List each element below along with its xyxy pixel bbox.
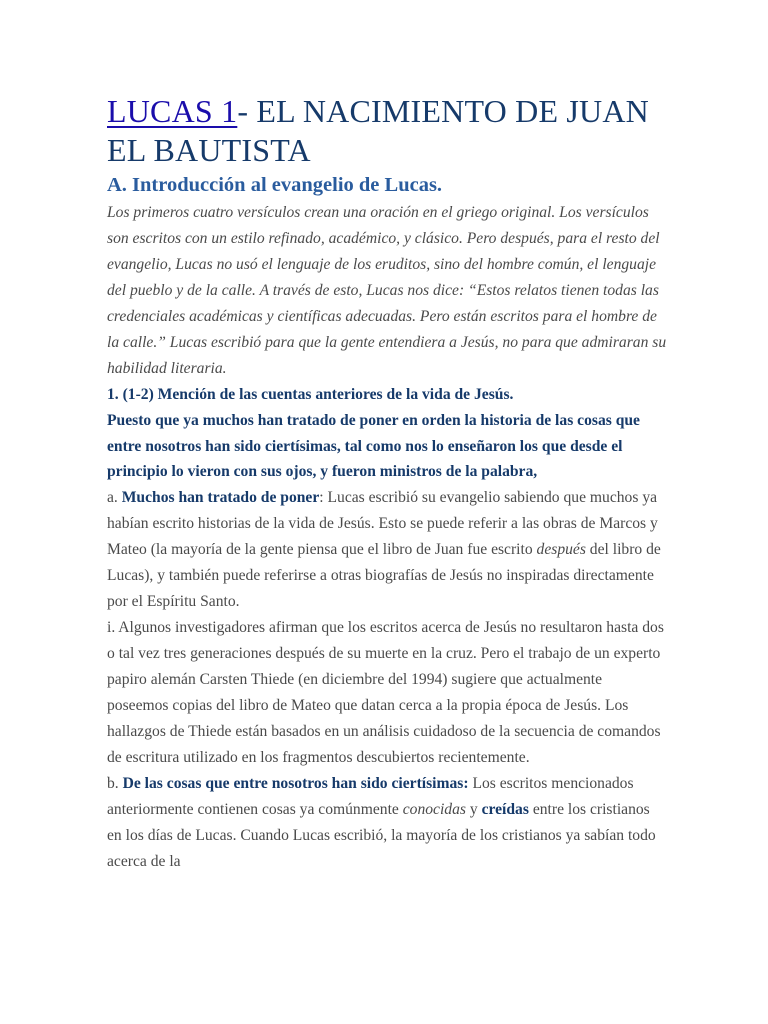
point-b-text-2: y — [465, 800, 482, 818]
section-subtitle: A. Introducción al evangelio de Lucas. — [107, 174, 443, 196]
point-b-emphasis: conocidas — [402, 800, 466, 818]
point-b-prefix: b. — [107, 774, 123, 792]
scripture-verse: Puesto que ya muchos han tratado de poner en orden la historia de las cosas que entre nosotros han sido ciertísimas, tal como nos lo enseñaron los que desde el principio lo vieron con sus ojos, y fueron ministros de la palabra, — [107, 412, 640, 480]
point-a-text-1: : Lucas escribió su evangelio sabiendo que muchos ya habían escrito historias de la vida de Jesús. Esto se puede referir a las obras de Marcos y Mateo (la mayoría de la gente piensa que el libro de Juan fue escrito — [107, 488, 658, 558]
point-b-paragraph — [107, 771, 667, 875]
point-b-highlight-2: creídas — [481, 800, 529, 818]
point-b-highlight: De las cosas que entre nosotros han sido ciertísimas: — [122, 774, 469, 792]
chapter-link[interactable]: LUCAS 1 — [107, 93, 238, 129]
document-page — [107, 92, 667, 875]
title-text: - EL NACIMIENTO DE JUAN EL BAUTISTA — [107, 93, 649, 168]
page-title — [107, 92, 667, 170]
section-heading: 1. (1-2) Mención de las cuentas anteriores de la vida de Jesús. — [107, 386, 514, 403]
point-i-paragraph: i. Algunos investigadores afirman que los escritos acerca de Jesús no resultaron hasta dos o tal vez tres generaciones después de su muerte en la cruz. Pero el trabajo de un experto papiro alemán Carsten Thiede (en diciembre del 1994) sugiere que actualmente poseemos copias del libro de Mateo que datan cerca a la propia época de Jesús. Los hallazgos de Thiede están basados en un análisis cuidadoso de la secuencia de comandos de escritura utilizado en los fragmentos descubiertos recientemente. — [107, 618, 664, 766]
point-a-highlight: Muchos han tratado de poner — [121, 488, 320, 506]
point-a-emphasis: después — [536, 540, 586, 558]
point-b-text-1: Los escritos mencionados anteriormente contienen cosas ya comúnmente — [107, 774, 634, 818]
point-a-text-2: del libro de Lucas), y también puede referirse a otras biografías de Jesús no inspiradas directamente por el Espíritu Santo. — [107, 540, 661, 610]
intro-paragraph: Los primeros cuatro versículos crean una oración en el griego original. Los versículos son escritos con un estilo refinado, académico, y clásico. Pero después, para el resto del evangelio, Lucas no usó el lenguaje de los eruditos, sino del hombre común, el lenguaje del pueblo y de la calle. A través de esto, Lucas nos dice: “Estos relatos tienen todas las credenciales académicas y científicas adecuadas. Pero están escritos para el hombre de la calle.” Lucas escribió para que la gente entendiera a Jesús, no para que admiraran su habilidad literaria. — [107, 204, 667, 377]
point-b-text-3: entre los cristianos en los días de Lucas. Cuando Lucas escribió, la mayoría de los cristianos ya sabían todo acerca de la — [107, 800, 656, 870]
point-a-paragraph — [107, 485, 667, 615]
point-a-prefix: a. — [107, 488, 122, 506]
